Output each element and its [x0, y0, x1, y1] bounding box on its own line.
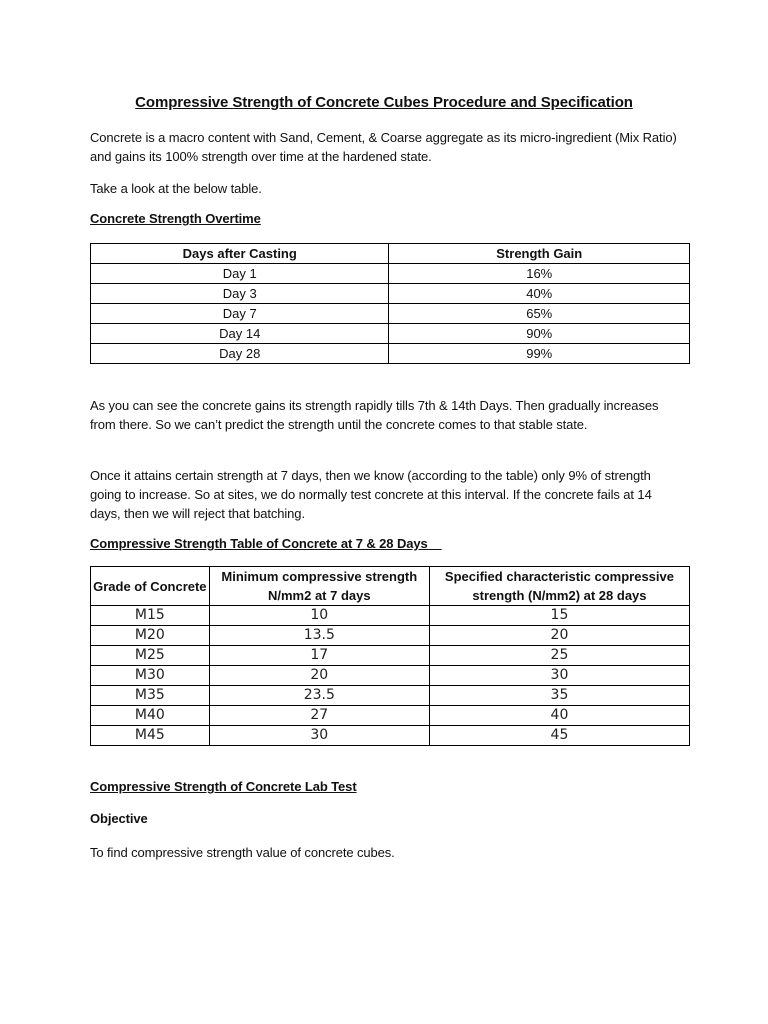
table-cell: M15	[91, 606, 210, 626]
table-row	[91, 726, 690, 746]
section-heading-lab-test: Compressive Strength of Concrete Lab Test	[90, 779, 357, 794]
table-cell: M40	[91, 706, 210, 726]
table-cell: 90%	[389, 324, 690, 344]
table-header-row	[91, 567, 690, 606]
column-header-days: Days after Casting	[91, 244, 389, 264]
column-header-28-day-strength: Specified characteristic compressive strength (N/mm2) at 28 days	[429, 567, 689, 606]
column-header-7-day-strength: Minimum compressive strength N/mm2 at 7 days	[209, 567, 429, 606]
table-cell: M25	[91, 646, 210, 666]
table-cell: Day 14	[91, 324, 389, 344]
table-row	[91, 344, 690, 364]
strength-gain-paragraph: As you can see the concrete gains its strength rapidly tills 7th & 14th Days. Then gradually increases from there. So we can’t predict the strength until the concrete comes to that stable state.	[90, 398, 659, 432]
table-cell: Day 1	[91, 264, 389, 284]
section-heading-strength-overtime: Concrete Strength Overtime	[90, 211, 261, 226]
table-cell: Day 7	[91, 304, 389, 324]
page-title: Compressive Strength of Concrete Cubes Procedure and Specification	[135, 94, 633, 111]
table-header-row	[91, 244, 690, 264]
table-cell: 30	[429, 666, 689, 686]
strength-overtime-table	[90, 243, 690, 364]
table-cell: M45	[91, 726, 210, 746]
table-row	[91, 686, 690, 706]
seven-day-paragraph: Once it attains certain strength at 7 days, then we know (according to the table) only 9% of strength going to increase. So at sites, we do normally test concrete at this interval. If the concrete fails at 14 days, then we will reject that batching.	[90, 468, 652, 521]
table-row	[91, 284, 690, 304]
objective-heading: Objective	[90, 811, 148, 826]
table-cell: 15	[429, 606, 689, 626]
table-cell: 20	[209, 666, 429, 686]
table-cell: 23.5	[209, 686, 429, 706]
objective-paragraph: To find compressive strength value of concrete cubes.	[90, 845, 395, 860]
table-row	[91, 666, 690, 686]
compressive-strength-table	[90, 566, 690, 746]
table-cell: M30	[91, 666, 210, 686]
table-cell: Day 3	[91, 284, 389, 304]
table-row	[91, 626, 690, 646]
table-cell: 30	[209, 726, 429, 746]
table-cell: 65%	[389, 304, 690, 324]
table-row	[91, 264, 690, 284]
table-cell: 45	[429, 726, 689, 746]
table-cell: 13.5	[209, 626, 429, 646]
table-row	[91, 646, 690, 666]
table-cell: M20	[91, 626, 210, 646]
table-row	[91, 606, 690, 626]
table-row	[91, 324, 690, 344]
table-cell: 25	[429, 646, 689, 666]
table-cell: Day 28	[91, 344, 389, 364]
column-header-grade: Grade of Concrete	[91, 567, 210, 606]
table-row	[91, 304, 690, 324]
table-row	[91, 706, 690, 726]
table-cell: M35	[91, 686, 210, 706]
table-cell: 40	[429, 706, 689, 726]
table-cell: 16%	[389, 264, 690, 284]
table-cell: 20	[429, 626, 689, 646]
table-cell: 40%	[389, 284, 690, 304]
table-cell: 10	[209, 606, 429, 626]
look-paragraph: Take a look at the below table.	[90, 181, 262, 196]
section-heading-compressive-table: Compressive Strength Table of Concrete at 7 & 28 Days	[90, 536, 442, 551]
column-header-strength-gain: Strength Gain	[389, 244, 690, 264]
table-cell: 27	[209, 706, 429, 726]
intro-paragraph: Concrete is a macro content with Sand, Cement, & Coarse aggregate as its micro-ingredient (Mix Ratio) and gains its 100% strength over time at the hardened state.	[90, 130, 677, 164]
table-cell: 17	[209, 646, 429, 666]
table-cell: 99%	[389, 344, 690, 364]
table-cell: 35	[429, 686, 689, 706]
